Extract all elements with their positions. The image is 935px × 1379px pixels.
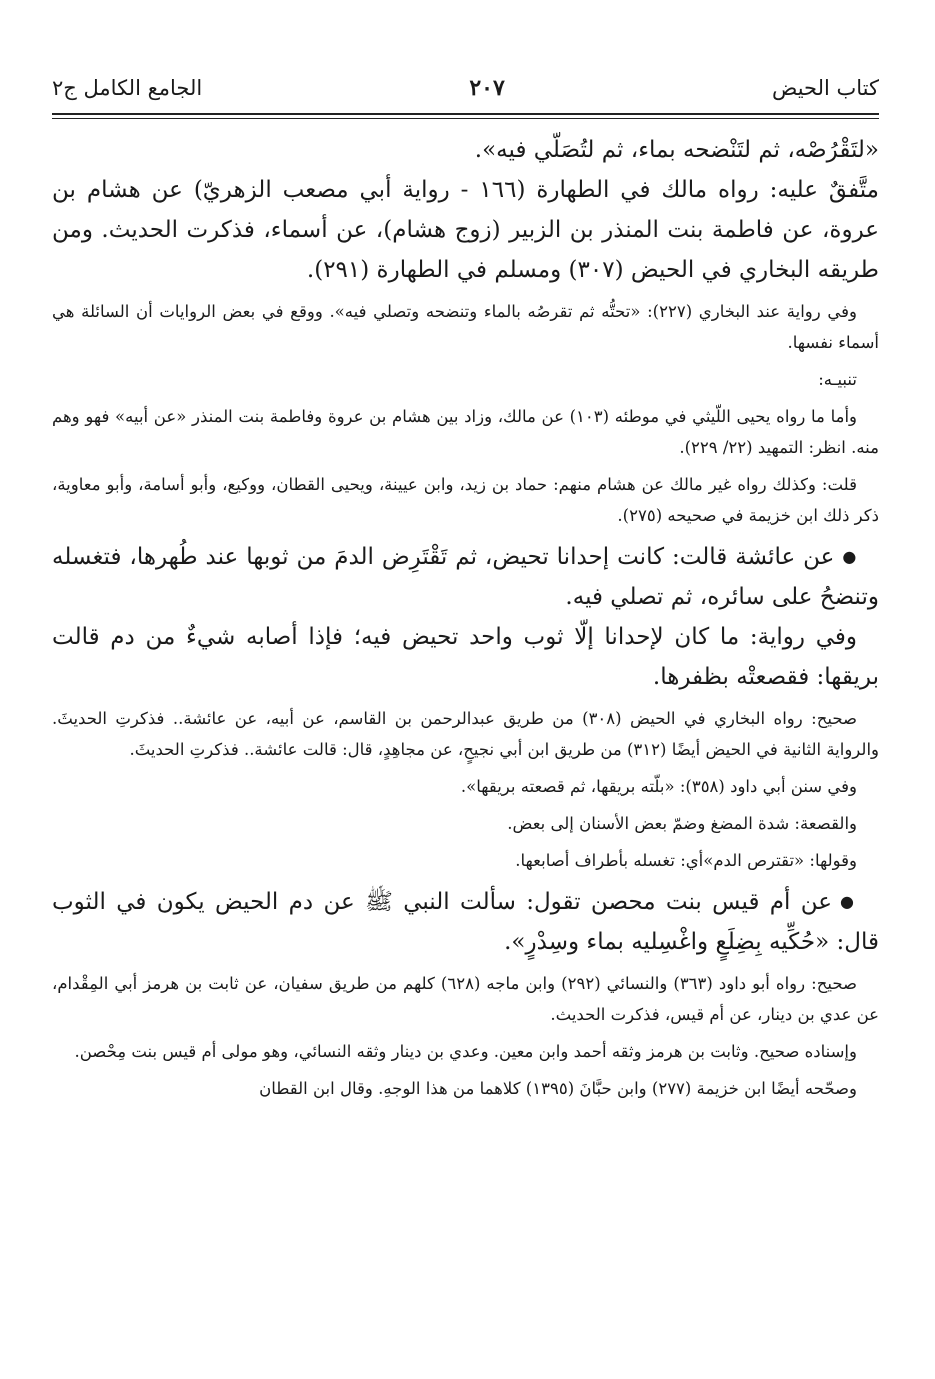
note-paragraph: وإسناده صحيح. وثابت بن هرمز وثقه أحمد وابن معين. وعدي بن دينار وثقه النسائي، وهو مولى أم قيس بنت مِحْصن. xyxy=(74,1042,857,1061)
hadith-narration: وفي رواية: ما كان لإحدانا إلّا ثوب واحد تحيض فيه؛ فإذا أصابه شيءٌ من دم قالت بريقها: فقصعتْه بظفرها. xyxy=(52,624,879,690)
note-paragraph: وفي رواية عند البخاري (٢٢٧): «تحتُّه ثم تقرصُه بالماء وتنضحه وتصلي فيه». ووقع في بعض الروايات أن السائلة هي أسماء نفسها. xyxy=(52,302,879,352)
hadith-text-end: «لتَقْرُصْه، ثم لتَنْضحه بماء، ثم لتُصَلّي فيه». xyxy=(474,137,879,163)
hadith-paragraph: ● عن عائشة قالت: كانت إحدانا تحيض، ثم تَقْتَرِض الدمَ من ثوبها عند طُهرها، فتغسله وتنضحُ على سائره، ثم تصلي فيه. xyxy=(52,537,879,617)
note-paragraph: وأما ما رواه يحيى اللّيثي في موطئه (١٠٣) عن مالك، وزاد بين هشام بن عروة وفاطمة بنت المنذر «عن أبيه» فهو وهم منه. انظر: التمهيد (٢٢/ ٢٢٩). xyxy=(52,407,879,457)
note-paragraph: وفي سنن أبي داود (٣٥٨): «بلّته بريقها، ثم قصعته بريقها». xyxy=(460,777,857,796)
takhrij-paragraph: متَّفقٌ عليه: رواه مالك في الطهارة (١٦٦ - رواية أبي مصعب الزهريّ) عن هشام بن عروة، عن فاطمة بنت المنذر بن الزبير (زوج هشام)، عن أسماء، فذكرت الحديث. ومن طريقه البخاري في الحيض (٣٠٧) ومسلم في الطهارة (٢٩١). xyxy=(52,177,879,283)
takhrij-paragraph: صحيح: رواه البخاري في الحيض (٣٠٨) من طريق عبدالرحمن بن القاسم، عن أبيه، عن عائشة.. فذكرتِ الحديثَ. والرواية الثانية في الحيض أيضًا (٣١٢) من طريق ابن أبي نجيحٍ، عن مجاهِدٍ، قال: قالت عائشة.. فذكرتِ الحديثَ. xyxy=(52,709,879,759)
takhrij-paragraph: صحيح: رواه أبو داود (٣٦٣) والنسائي (٢٩٢) وابن ماجه (٦٢٨) كلهم من طريق سفيان، عن ثابت بن هرمز أبي المِقْدام، عن عدي بن دينار، عن أم قيس، فذكرت الحديث. xyxy=(52,974,879,1024)
header-rule-thick xyxy=(52,113,879,115)
chapter-title: كتاب الحيض xyxy=(771,76,879,100)
page-body xyxy=(52,130,879,1104)
note-paragraph: وصحّحه أيضًا ابن خزيمة (٢٧٧) وابن حبَّانَ (١٣٩٥) كلاهما من هذا الوجهِ. وقال ابن القطان xyxy=(259,1079,857,1098)
hadith-paragraph: ● عن أم قيس بنت محصن تقول: سألت النبي ﷺ عن دم الحيض يكون في الثوب قال: «حُكِّيه بِضِلَعٍ واغْسِليه بماء وسِدْرٍ». xyxy=(52,882,879,962)
note-paragraph: قلت: وكذلك رواه غير مالك عن هشام منهم: حماد بن زيد، وابن عيينة، ويحيى القطان، ووكيع، وأبو أسامة، وأبو معاوية، ذكر ذلك ابن خزيمة في صحيحه (٢٧٥). xyxy=(52,475,879,525)
page-number: ٢٠٧ xyxy=(469,75,505,101)
page-header xyxy=(52,70,879,106)
note-paragraph: وقولها: «تقترص الدم»أي: تغسله بأطراف أصابعها. xyxy=(515,851,857,870)
notice-heading: تنبيـه: xyxy=(818,370,857,389)
book-title: الجامع الكامل ج٢ xyxy=(52,76,203,100)
note-paragraph: والقصعة: شدة المضغ وضمّ بعض الأسنان إلى بعض. xyxy=(507,814,857,833)
header-rule-thin xyxy=(52,118,879,119)
